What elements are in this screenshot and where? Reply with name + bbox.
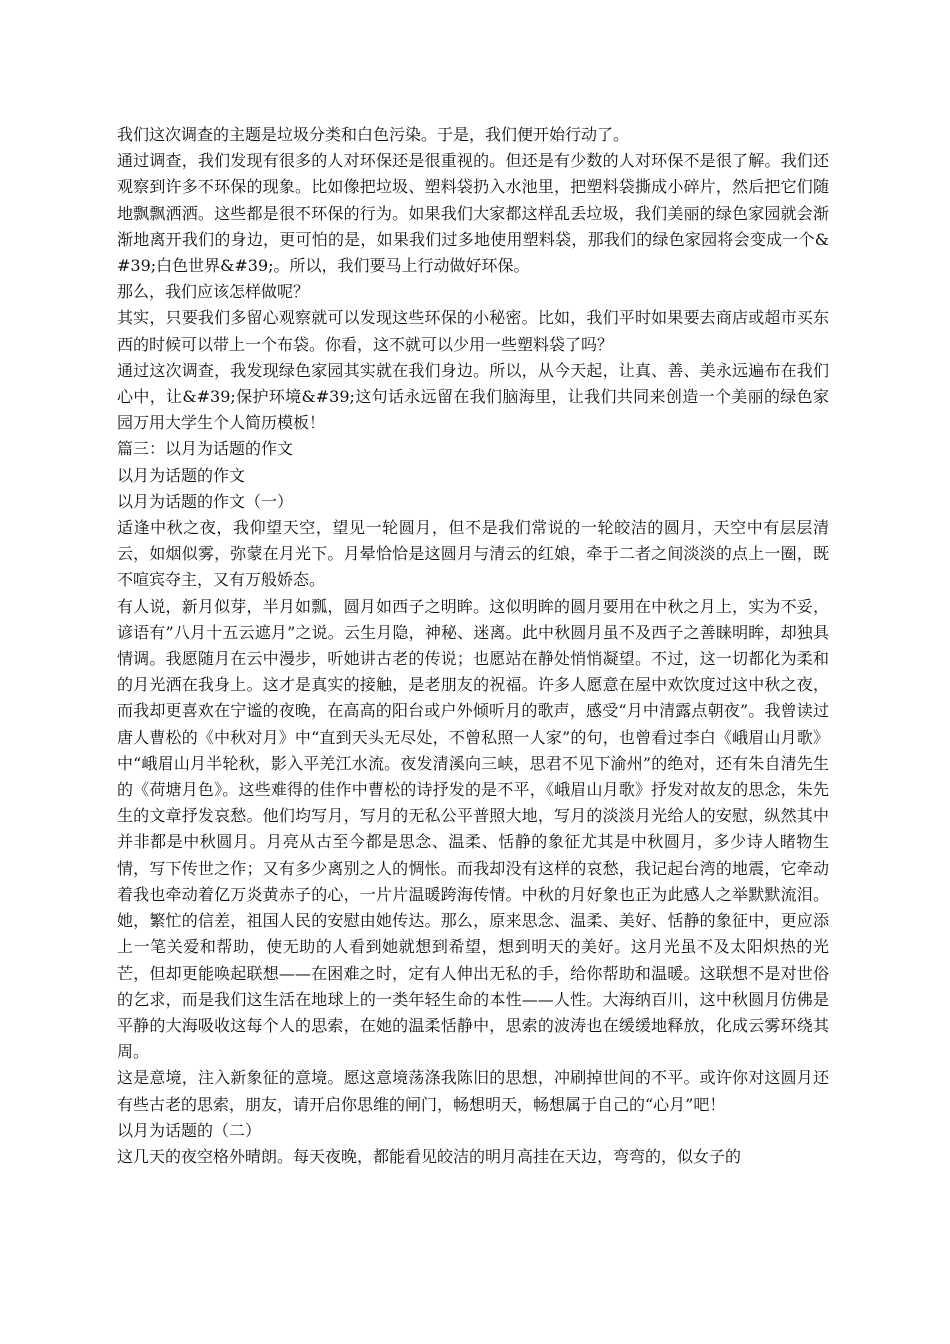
essay-title: 以月为话题的作文 — [117, 465, 246, 485]
section-heading-part-three: 篇三：以月为话题的作文 — [117, 439, 294, 459]
paragraph-question: 那么，我们应该怎样做呢？ — [117, 282, 310, 302]
essay-subtitle-two: 以月为话题的（二） — [117, 1120, 262, 1140]
paragraph-survey-topic: 我们这次调查的主题是垃圾分类和白色污染。于是，我们便开始行动了。 — [117, 125, 630, 144]
paragraph-mid-autumn-night: 适逢中秋之夜，我仰望天空，望见一轮圆月，但不是我们常说的一轮皎洁的圆月，天空中有层层清云，如烟似雾，弥蒙在月光下。月晕恰恰是这圆月与清云的红娘，牵于二者之间淡淡的点上一圈，既不喧宾夺主，又有万般娇态。 — [117, 518, 829, 590]
paragraph-conclusion: 通过这次调查，我发现绿色家园其实就在我们身边。所以，从今天起，让真、善、美永远遍布在我们心中，让&#39;保护环境&#39;这句话永远留在我们脑海里，让我们共同来创造一个美丽的绿色家园万用大学生个人简历模板！ — [117, 360, 829, 433]
paragraph-artistic-conception: 这是意境，注入新象征的意境。愿这意境荡涤我陈旧的思想，冲刷掉世间的不平。或许你对这圆月还有些古老的思索，朋友，请开启你思维的闸门，畅想明天，畅想属于自己的“心月”吧！ — [117, 1068, 829, 1114]
essay-subtitle-one: 以月为话题的作文（一） — [117, 491, 294, 511]
document-body — [117, 122, 829, 1170]
paragraph-secret: 其实，只要我们多留心观察就可以发现这些环保的小秘密。比如，我们平时如果要去商店或超市买东西的时候可以带上一个布袋。你看，这不就可以少用一些塑料袋了吗？ — [117, 308, 829, 354]
paragraph-moon-reflection: 有人说，新月似芽，半月如瓢，圆月如西子之明眸。这似明眸的圆月要用在中秋之月上，实为不妥，谚语有”八月十五云遮月”之说。云生月隐，神秘、迷离。此中秋圆月虽不及西子之善睐明眸，却独具情调。我愿随月在云中漫步，听她讲古老的传说；也愿站在静处悄悄凝望。不过，这一切都化为柔和的月光洒在我身上。这才是真实的接触，是老朋友的祝福。许多人愿意在屋中欢饮度过这中秋之夜，而我却更喜欢在宁谧的夜晚，在高高的阳台或户外倾听月的歌声，感受“月中清露点朝夜”。我曾读过唐人曹松的《中秋对月》中“直到天头无尽处，不曾私照一人家”的句，也曾看过李白《峨眉山月歌》中“峨眉山月半轮秋，影入平羌江水流。夜发清溪向三峡，思君不见下渝州”的绝对，还有朱自清先生的《荷塘月色》。这些难得的佳作中曹松的诗抒发的是不平，《峨眉山月歌》抒发对故友的思念，朱先生的文章抒发哀愁。他们均写月，写月的无私公平普照大地，写月的淡淡月光给人的安慰，纵然其中并非都是中秋圆月。月亮从古至今都是思念、温柔、恬静的象征尤其是中秋圆月，多少诗人睹物生情，写下传世之作；又有多少离别之人的惆怅。而我却没有这样的哀愁，我记起台湾的地震，它牵动着我也牵动着亿万炎黄赤子的心，一片片温暖跨海传情。中秋的月好象也正为此感人之举默默流泪。她，繁忙的信差，祖国人民的安慰由她传达。那么，原来思念、温柔、美好、恬静的象征中，更应添上一笔关爱和帮助，使无助的人看到她就想到希望，想到明天的美好。这月光虽不及太阳炽热的光芒，但却更能唤起联想——在困难之时，定有人伸出无私的手，给你帮助和温暖。这联想不是对世俗的乞求，而是我们这生活在地球上的一类年轻生命的本性——人性。大海纳百川，这中秋圆月仿佛是平静的大海吸收这每个人的思索，在她的温柔恬静中，思索的波涛也在缓缓地释放，化成云雾环绕其周。 — [117, 596, 829, 1062]
paragraph-survey-findings: 通过调查，我们发现有很多的人对环保还是很重视的。但还是有少数的人对环保不是很了解。我们还观察到许多不环保的现象。比如像把垃圾、塑料袋扔入水池里，把塑料袋撕成小碎片，然后把它们随地飘飘洒洒。这些都是很不环保的行为。如果我们大家都这样乱丢垃圾，我们美丽的绿色家园就会渐渐地离开我们的身边，更可怕的是，如果我们过多地使用塑料袋，那我们的绿色家园将会变成一个&#39;白色世界&#39;。所以，我们要马上行动做好环保。 — [117, 151, 829, 276]
paragraph-clear-night: 这几天的夜空格外晴朗。每天夜晚，都能看见皎洁的明月高挂在天边，弯弯的，似女子的 — [117, 1146, 742, 1166]
